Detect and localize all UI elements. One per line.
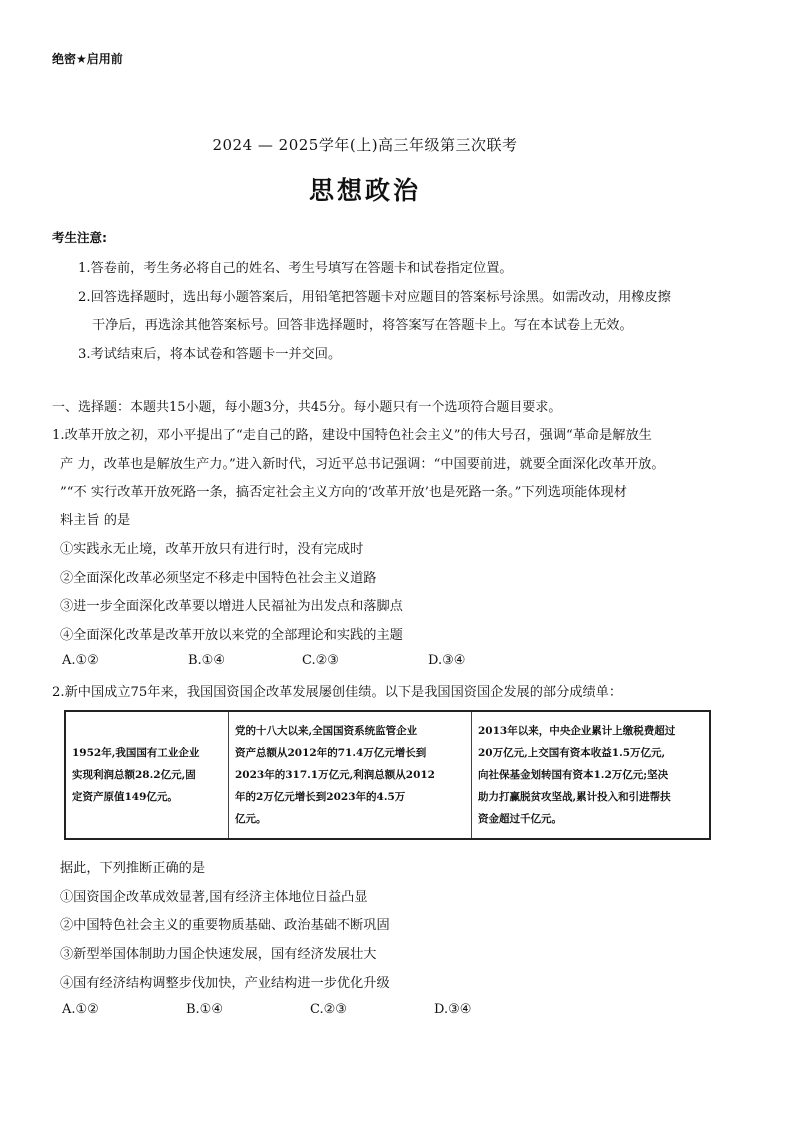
cell-line: 1952年,我国国有工业企业 <box>72 747 200 759</box>
cell-line: 资产总额从2012年的71.4万亿元增长到 <box>235 747 427 759</box>
q2-option-a: A.①② <box>62 1002 99 1017</box>
q1-statement: ①实践永无止境，改革开放只有进行时，没有完成时 <box>60 542 364 557</box>
cell-line: 向社保基金划转国有资本1.2万亿元;坚决 <box>478 769 669 781</box>
cell-line: 2013年以来，中央企业累计上缴税费超过 <box>478 725 676 737</box>
cell-line: 20万亿元,上交国有资本收益1.5万亿元, <box>478 747 666 759</box>
q1-stem-line: 1.改革开放之初，邓小平提出了“走自己的路，建设中国特色社会主义”的伟大号召，强调“革命是解放生 <box>52 428 652 443</box>
q1-option-c: C.②③ <box>302 653 339 668</box>
q2-option-d: D.③④ <box>434 1002 472 1017</box>
q1-statement: ②全面深化改革必须坚定不移走中国特色社会主义道路 <box>60 571 377 586</box>
cell-line: 年的2万亿元增长到2023年的4.5万 <box>235 791 406 803</box>
cell-line: 定资产原值149亿元。 <box>72 791 178 803</box>
cell-line: 资金超过千亿元。 <box>478 813 562 825</box>
cell-line: 党的十八大以来,全国国资系统监管企业 <box>235 725 418 737</box>
q1-stem-line: 产 力，改革也是解放生产力。”进入新时代，习近平总书记强调：“中国要前进，就要全面深化改革开放。 <box>60 457 665 472</box>
notice-item: 3.考试结束后，将本试卷和答题卡一并交回。 <box>78 347 342 362</box>
cell-line: 助力打赢脱贫攻坚战,累计投入和引进帮扶 <box>478 791 671 803</box>
q2-statement: ②中国特色社会主义的重要物质基础、政治基础不断巩固 <box>60 918 390 933</box>
q2-option-b: B.①④ <box>186 1002 223 1017</box>
cell-line: 亿元。 <box>235 813 267 825</box>
q1-statement: ③进一步全面深化改革要以增进人民福祉为出发点和落脚点 <box>60 599 403 614</box>
notice-item: 1.答卷前，考生务必将自己的姓名、考生号填写在答题卡和试卷指定位置。 <box>78 261 513 276</box>
cell-line: 2023年的317.1万亿元,利润总额从2012 <box>235 769 435 781</box>
q1-stem-line: 料主旨 的是 <box>60 513 131 528</box>
q1-option-d: D.③④ <box>428 653 466 668</box>
q1-option-a: A.①② <box>62 653 99 668</box>
section-heading: 一、选择题：本题共15小题，每小题3分，共45分。每小题只有一个选项符合题目要求。 <box>52 400 562 415</box>
q1-statement: ④全面深化改革是改革开放以来党的全部理论和实践的主题 <box>60 628 403 643</box>
table-cell-18th-congress <box>229 711 472 839</box>
q2-prompt: 据此，下列推断正确的是 <box>60 861 206 876</box>
q1-option-b: B.①④ <box>188 653 225 668</box>
notice-item: 干净后，再选涂其他答案标号。回答非选择题时，将答案写在答题卡上。写在本试卷上无效。 <box>92 318 633 333</box>
q2-statement: ④国有经济结构调整步伐加快，产业结构进一步优化升级 <box>60 976 390 991</box>
q2-statement: ③新型举国体制助力国企快速发展，国有经济发展壮大 <box>60 947 377 962</box>
notice-heading: 考生注意: <box>52 230 107 245</box>
q2-stem: 2.新中国成立75年来，我国国资国企改革发展屡创佳绩。以下是我国国资国企发展的部分成绩单： <box>52 685 623 700</box>
q2-achievement-table <box>64 710 711 840</box>
confidential-label: 绝密★启用前 <box>52 52 123 66</box>
table-cell-2013 <box>472 711 711 839</box>
q1-stem-line: ”“不 实行改革开放死路一条，搞否定社会主义方向的‘改革开放’也是死路一条。”下列选项能体现材 <box>60 485 627 500</box>
table-cell-1952 <box>65 711 229 839</box>
q2-option-c: C.②③ <box>310 1002 347 1017</box>
notice-item: 2.回答选择题时，选出每小题答案后，用铅笔把答题卡对应题目的答案标号涂黑。如需改动，用橡皮擦 <box>78 290 671 305</box>
subject-title: 思想政治 <box>308 176 421 205</box>
exam-title: 2024 — 2025学年(上)高三年级第三次联考 <box>212 136 518 154</box>
cell-line: 实现利润总额28.2亿元,固 <box>72 769 196 781</box>
q2-statement: ①国资国企改革成效显著,国有经济主体地位日益凸显 <box>60 890 368 905</box>
